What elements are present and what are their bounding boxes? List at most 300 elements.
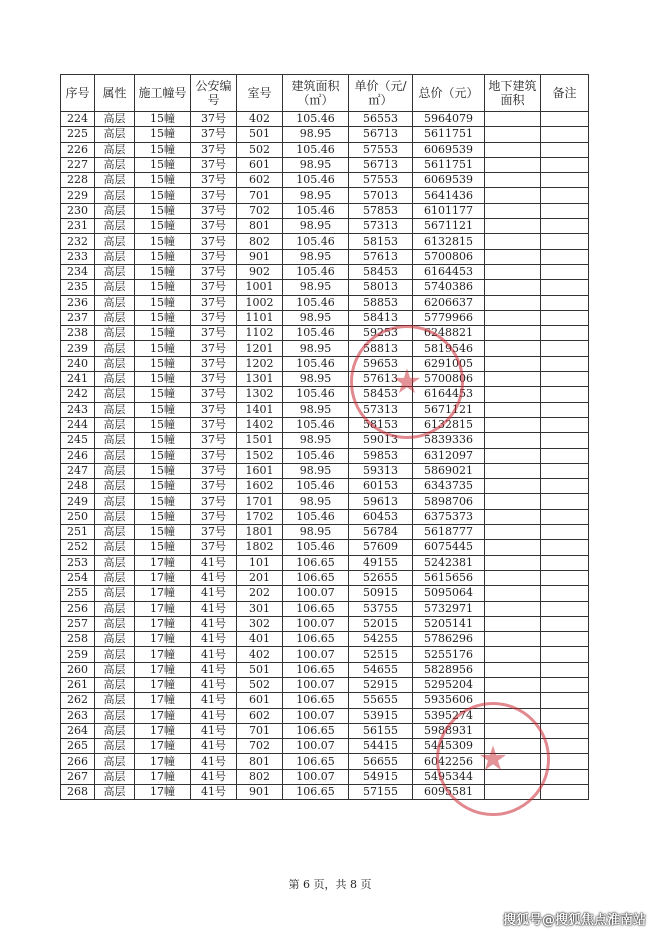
table-cell: 37号 <box>191 127 237 142</box>
table-cell: 15幢 <box>135 540 191 555</box>
table-cell: 401 <box>237 632 283 647</box>
table-cell: 6375373 <box>413 509 485 524</box>
table-cell: 256 <box>61 601 95 616</box>
table-cell: 59613 <box>349 494 413 509</box>
table-cell: 5295204 <box>413 677 485 692</box>
table-cell: 57553 <box>349 142 413 157</box>
table-cell <box>485 525 541 540</box>
table-cell: 17幢 <box>135 785 191 800</box>
table-cell: 高层 <box>95 693 135 708</box>
table-cell <box>485 234 541 249</box>
table-cell: 37号 <box>191 417 237 432</box>
table-cell: 52515 <box>349 647 413 662</box>
table-cell: 59313 <box>349 463 413 478</box>
table-cell: 100.07 <box>283 677 349 692</box>
table-row <box>61 295 589 310</box>
table-cell <box>485 280 541 295</box>
table-cell: 501 <box>237 662 283 677</box>
table-cell <box>485 479 541 494</box>
table-cell: 1801 <box>237 525 283 540</box>
table-cell: 41号 <box>191 586 237 601</box>
table-row <box>61 754 589 769</box>
table-cell: 高层 <box>95 310 135 325</box>
table-cell <box>485 754 541 769</box>
table-cell: 105.46 <box>283 417 349 432</box>
table-row <box>61 662 589 677</box>
table-cell: 37号 <box>191 372 237 387</box>
table-cell: 37号 <box>191 479 237 494</box>
table-cell: 106.65 <box>283 555 349 570</box>
table-cell: 5786296 <box>413 632 485 647</box>
table-cell: 15幢 <box>135 203 191 218</box>
table-cell: 106.65 <box>283 632 349 647</box>
table-cell <box>541 433 589 448</box>
table-cell: 5828956 <box>413 662 485 677</box>
table-cell: 5615656 <box>413 570 485 585</box>
table-cell <box>485 402 541 417</box>
table-cell: 105.46 <box>283 326 349 341</box>
table-cell: 37号 <box>191 341 237 356</box>
table-cell: 高层 <box>95 570 135 585</box>
table-cell: 252 <box>61 540 95 555</box>
table-cell: 98.95 <box>283 157 349 172</box>
table-cell: 15幢 <box>135 142 191 157</box>
table-cell: 高层 <box>95 677 135 692</box>
table-cell: 5445309 <box>413 739 485 754</box>
table-cell: 57313 <box>349 402 413 417</box>
table-cell: 98.95 <box>283 310 349 325</box>
table-cell: 238 <box>61 326 95 341</box>
table-cell: 15幢 <box>135 188 191 203</box>
table-row <box>61 203 589 218</box>
price-list-sheet <box>60 74 588 800</box>
table-cell <box>541 754 589 769</box>
table-cell: 60153 <box>349 479 413 494</box>
table-row <box>61 494 589 509</box>
table-cell: 37号 <box>191 448 237 463</box>
table-cell: 5611751 <box>413 157 485 172</box>
table-cell: 54415 <box>349 739 413 754</box>
table-cell <box>485 219 541 234</box>
table-cell <box>541 173 589 188</box>
table-cell: 6164453 <box>413 387 485 402</box>
table-cell: 5839336 <box>413 433 485 448</box>
table-cell <box>485 723 541 738</box>
table-cell: 高层 <box>95 188 135 203</box>
table-row <box>61 310 589 325</box>
table-cell <box>485 570 541 585</box>
table-cell: 15幢 <box>135 356 191 371</box>
table-cell: 6164453 <box>413 264 485 279</box>
table-row <box>61 463 589 478</box>
price-table <box>60 74 589 800</box>
table-cell <box>485 157 541 172</box>
table-cell <box>541 188 589 203</box>
table-cell <box>485 112 541 127</box>
table-cell: 15幢 <box>135 264 191 279</box>
seal-star-icon: ★ <box>391 362 423 402</box>
table-cell: 6132815 <box>413 417 485 432</box>
table-cell: 高层 <box>95 448 135 463</box>
table-cell: 702 <box>237 739 283 754</box>
table-cell: 17幢 <box>135 570 191 585</box>
table-cell: 高层 <box>95 525 135 540</box>
table-cell: 高层 <box>95 632 135 647</box>
table-row <box>61 586 589 601</box>
table-cell: 52915 <box>349 677 413 692</box>
table-cell: 58453 <box>349 387 413 402</box>
table-cell: 57853 <box>349 203 413 218</box>
table-cell: 5095064 <box>413 586 485 601</box>
table-cell <box>541 234 589 249</box>
table-cell: 高层 <box>95 173 135 188</box>
table-cell: 106.65 <box>283 601 349 616</box>
table-cell: 高层 <box>95 479 135 494</box>
table-cell: 701 <box>237 188 283 203</box>
table-cell <box>541 723 589 738</box>
table-cell: 37号 <box>191 540 237 555</box>
table-cell: 37号 <box>191 356 237 371</box>
table-cell: 1501 <box>237 433 283 448</box>
table-cell: 245 <box>61 433 95 448</box>
table-cell: 高层 <box>95 540 135 555</box>
table-cell <box>541 142 589 157</box>
table-cell: 98.95 <box>283 219 349 234</box>
table-cell: 5671121 <box>413 219 485 234</box>
table-cell: 59253 <box>349 326 413 341</box>
table-cell <box>485 310 541 325</box>
table-cell: 49155 <box>349 555 413 570</box>
table-row <box>61 601 589 616</box>
table-cell <box>485 295 541 310</box>
table-cell <box>485 708 541 723</box>
table-cell: 201 <box>237 570 283 585</box>
table-row <box>61 142 589 157</box>
table-cell: 高层 <box>95 433 135 448</box>
table-cell: 15幢 <box>135 112 191 127</box>
table-cell: 1102 <box>237 326 283 341</box>
table-cell: 15幢 <box>135 341 191 356</box>
table-cell: 1601 <box>237 463 283 478</box>
table-cell: 105.46 <box>283 203 349 218</box>
table-cell <box>541 387 589 402</box>
table-cell <box>485 555 541 570</box>
table-cell <box>485 540 541 555</box>
table-cell: 1301 <box>237 372 283 387</box>
table-row <box>61 387 589 402</box>
table-cell: 60453 <box>349 509 413 524</box>
table-cell: 37号 <box>191 310 237 325</box>
table-row <box>61 127 589 142</box>
table-cell: 37号 <box>191 157 237 172</box>
table-cell <box>485 616 541 631</box>
table-cell: 248 <box>61 479 95 494</box>
table-cell: 5242381 <box>413 555 485 570</box>
table-cell: 15幢 <box>135 234 191 249</box>
table-cell: 58453 <box>349 264 413 279</box>
table-cell: 高层 <box>95 203 135 218</box>
table-cell: 37号 <box>191 280 237 295</box>
table-cell: 57155 <box>349 785 413 800</box>
table-cell: 100.07 <box>283 739 349 754</box>
table-cell: 15幢 <box>135 249 191 264</box>
table-cell: 55655 <box>349 693 413 708</box>
table-cell: 41号 <box>191 693 237 708</box>
table-row <box>61 219 589 234</box>
table-cell <box>541 112 589 127</box>
table-row <box>61 173 589 188</box>
table-cell: 105.46 <box>283 356 349 371</box>
table-cell: 263 <box>61 708 95 723</box>
table-cell <box>541 785 589 800</box>
table-cell: 100.07 <box>283 586 349 601</box>
table-cell <box>541 555 589 570</box>
table-cell <box>541 479 589 494</box>
table-cell: 5869021 <box>413 463 485 478</box>
table-cell <box>541 647 589 662</box>
table-cell: 56155 <box>349 723 413 738</box>
table-cell <box>541 310 589 325</box>
table-cell: 37号 <box>191 188 237 203</box>
table-cell: 250 <box>61 509 95 524</box>
table-body <box>61 112 589 800</box>
table-cell: 高层 <box>95 417 135 432</box>
watermark-text: 搜狐号@搜狐焦点淮南站 <box>502 913 646 928</box>
table-cell <box>541 341 589 356</box>
table-cell: 98.95 <box>283 494 349 509</box>
table-cell: 高层 <box>95 723 135 738</box>
table-cell: 1302 <box>237 387 283 402</box>
table-cell: 105.46 <box>283 264 349 279</box>
table-cell: 50915 <box>349 586 413 601</box>
table-cell <box>541 509 589 524</box>
table-cell: 249 <box>61 494 95 509</box>
table-cell: 1001 <box>237 280 283 295</box>
table-cell: 801 <box>237 219 283 234</box>
table-cell: 高层 <box>95 463 135 478</box>
table-cell: 高层 <box>95 739 135 754</box>
table-cell: 259 <box>61 647 95 662</box>
table-cell: 267 <box>61 769 95 784</box>
table-cell: 98.95 <box>283 525 349 540</box>
table-cell: 239 <box>61 341 95 356</box>
table-cell: 5611751 <box>413 127 485 142</box>
table-cell: 106.65 <box>283 723 349 738</box>
table-cell: 6101177 <box>413 203 485 218</box>
table-cell: 106.65 <box>283 785 349 800</box>
table-cell: 高层 <box>95 127 135 142</box>
table-cell: 高层 <box>95 708 135 723</box>
table-cell: 高层 <box>95 494 135 509</box>
table-cell <box>485 739 541 754</box>
column-header: 序号 <box>61 75 95 112</box>
table-cell: 701 <box>237 723 283 738</box>
table-cell: 58853 <box>349 295 413 310</box>
table-cell <box>485 632 541 647</box>
table-cell <box>541 708 589 723</box>
column-header: 属性 <box>95 75 135 112</box>
table-cell <box>485 785 541 800</box>
table-cell: 高层 <box>95 662 135 677</box>
table-cell: 57553 <box>349 173 413 188</box>
table-cell: 301 <box>237 601 283 616</box>
table-cell <box>541 157 589 172</box>
table-cell: 106.65 <box>283 754 349 769</box>
table-cell: 243 <box>61 402 95 417</box>
table-cell: 226 <box>61 142 95 157</box>
table-cell: 302 <box>237 616 283 631</box>
table-row <box>61 188 589 203</box>
table-cell: 58013 <box>349 280 413 295</box>
table-cell: 105.46 <box>283 448 349 463</box>
table-cell: 17幢 <box>135 555 191 570</box>
table-cell: 6343735 <box>413 479 485 494</box>
table-cell: 41号 <box>191 769 237 784</box>
table-cell: 105.46 <box>283 387 349 402</box>
table-cell: 37号 <box>191 219 237 234</box>
table-cell: 260 <box>61 662 95 677</box>
table-cell: 6069539 <box>413 173 485 188</box>
table-cell <box>541 494 589 509</box>
table-cell: 58413 <box>349 310 413 325</box>
table-cell: 37号 <box>191 234 237 249</box>
table-row <box>61 112 589 127</box>
table-cell: 54915 <box>349 769 413 784</box>
table-row <box>61 372 589 387</box>
table-cell: 106.65 <box>283 693 349 708</box>
table-cell: 41号 <box>191 570 237 585</box>
table-cell: 37号 <box>191 112 237 127</box>
table-cell: 100.07 <box>283 769 349 784</box>
table-cell: 54255 <box>349 632 413 647</box>
table-cell: 98.95 <box>283 249 349 264</box>
table-cell <box>485 494 541 509</box>
table-cell <box>485 433 541 448</box>
table-cell: 402 <box>237 112 283 127</box>
table-cell: 高层 <box>95 219 135 234</box>
table-cell <box>541 264 589 279</box>
table-cell: 502 <box>237 142 283 157</box>
table-cell: 41号 <box>191 616 237 631</box>
table-cell: 17幢 <box>135 586 191 601</box>
table-cell <box>485 509 541 524</box>
table-cell <box>541 540 589 555</box>
table-cell <box>541 586 589 601</box>
table-cell <box>541 326 589 341</box>
table-cell <box>485 601 541 616</box>
table-cell: 268 <box>61 785 95 800</box>
table-cell: 262 <box>61 693 95 708</box>
table-cell: 6075445 <box>413 540 485 555</box>
table-cell <box>485 142 541 157</box>
table-cell <box>485 662 541 677</box>
table-cell: 37号 <box>191 463 237 478</box>
table-row <box>61 341 589 356</box>
table-cell: 5641436 <box>413 188 485 203</box>
table-row <box>61 157 589 172</box>
table-cell: 225 <box>61 127 95 142</box>
table-cell: 17幢 <box>135 693 191 708</box>
table-cell <box>485 203 541 218</box>
table-cell: 246 <box>61 448 95 463</box>
table-cell <box>541 448 589 463</box>
table-cell: 702 <box>237 203 283 218</box>
table-cell: 17幢 <box>135 708 191 723</box>
table-cell <box>541 693 589 708</box>
table-cell: 15幢 <box>135 157 191 172</box>
table-cell: 235 <box>61 280 95 295</box>
table-cell: 37号 <box>191 387 237 402</box>
table-cell: 高层 <box>95 356 135 371</box>
table-cell: 58153 <box>349 417 413 432</box>
table-cell: 1202 <box>237 356 283 371</box>
table-row <box>61 785 589 800</box>
table-cell: 53915 <box>349 708 413 723</box>
table-cell: 236 <box>61 295 95 310</box>
table-cell: 56655 <box>349 754 413 769</box>
table-cell: 6312097 <box>413 448 485 463</box>
table-cell: 58153 <box>349 234 413 249</box>
table-cell: 602 <box>237 173 283 188</box>
table-cell <box>485 387 541 402</box>
column-header: 公安编号 <box>191 75 237 112</box>
table-cell: 802 <box>237 234 283 249</box>
column-header: 施工幢号 <box>135 75 191 112</box>
table-row <box>61 677 589 692</box>
table-cell: 5700806 <box>413 372 485 387</box>
table-cell: 202 <box>237 586 283 601</box>
table-cell: 98.95 <box>283 433 349 448</box>
table-cell: 1402 <box>237 417 283 432</box>
table-cell: 37号 <box>191 402 237 417</box>
table-cell: 高层 <box>95 157 135 172</box>
table-cell: 1802 <box>237 540 283 555</box>
table-cell: 6042256 <box>413 754 485 769</box>
table-cell: 41号 <box>191 677 237 692</box>
table-cell: 高层 <box>95 387 135 402</box>
table-cell: 241 <box>61 372 95 387</box>
column-header: 室号 <box>237 75 283 112</box>
table-row <box>61 417 589 432</box>
table-cell: 15幢 <box>135 494 191 509</box>
table-cell <box>485 249 541 264</box>
table-cell <box>541 632 589 647</box>
table-cell: 5819546 <box>413 341 485 356</box>
table-cell: 234 <box>61 264 95 279</box>
table-cell <box>541 127 589 142</box>
table-cell: 41号 <box>191 555 237 570</box>
table-cell: 5618777 <box>413 525 485 540</box>
table-cell: 1502 <box>237 448 283 463</box>
table-cell: 41号 <box>191 632 237 647</box>
table-row <box>61 264 589 279</box>
table-cell: 98.95 <box>283 341 349 356</box>
table-cell: 5988931 <box>413 723 485 738</box>
table-cell: 6206637 <box>413 295 485 310</box>
table-cell: 1201 <box>237 341 283 356</box>
table-cell <box>485 647 541 662</box>
table-cell: 58813 <box>349 341 413 356</box>
table-row <box>61 723 589 738</box>
table-cell: 98.95 <box>283 463 349 478</box>
table-cell <box>485 677 541 692</box>
table-row <box>61 433 589 448</box>
seal-star-icon: ★ <box>477 739 509 779</box>
table-cell: 高层 <box>95 754 135 769</box>
table-cell: 15幢 <box>135 219 191 234</box>
table-cell <box>541 249 589 264</box>
table-cell: 高层 <box>95 616 135 631</box>
